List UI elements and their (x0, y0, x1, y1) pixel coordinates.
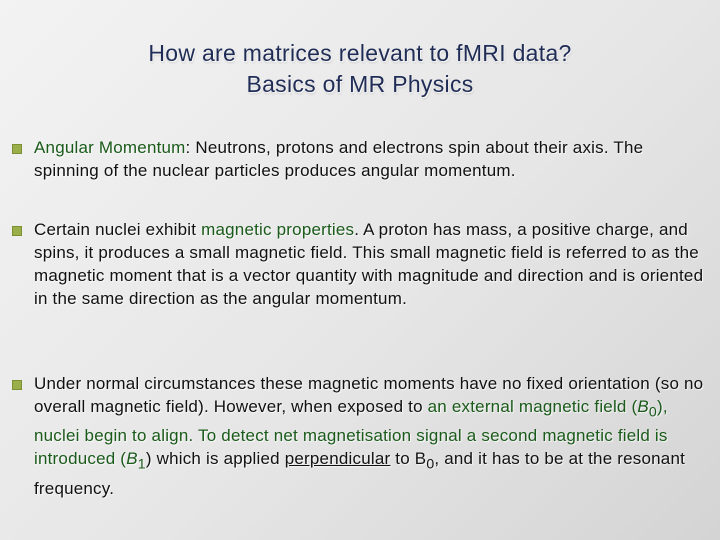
b0-subscript: 0 (648, 404, 657, 421)
term-angular-momentum: Angular Momentum (34, 138, 186, 157)
bullet-text-pre: Certain nuclei exhibit (34, 220, 202, 239)
slide-title (0, 38, 720, 100)
square-bullet-icon (12, 144, 22, 154)
b1-subscript: 1 (137, 456, 146, 473)
square-bullet-icon (12, 226, 22, 236)
bullet-list (12, 136, 712, 498)
bullet-text-pre: Under normal circumstances these magnetic moments have no fixed orientation (so no overall magnetic field). However, when exposed to (34, 374, 704, 416)
b0-symbol: B (637, 397, 649, 416)
term-magnetic-properties: magnetic properties (201, 220, 355, 239)
highlight-text: ), nuclei begin to align (34, 397, 668, 446)
bullet-angular-momentum (12, 136, 712, 182)
square-bullet-icon (12, 380, 22, 390)
title-line-2: Basics of MR Physics (246, 71, 474, 97)
bullet-text-post: to B (390, 449, 427, 469)
bullet-text: : Neutrons, protons and electrons spin about their axis. The spinning of the nuclear particles produces angular momentum. (34, 138, 644, 180)
highlight-text: an external magnetic field ( (427, 397, 638, 416)
b1-symbol: B (126, 449, 138, 469)
term-perpendicular: perpendicular (284, 449, 391, 469)
b0-subscript: 0 (426, 456, 435, 473)
bullet-magnetic-alignment (12, 372, 712, 500)
highlight-text: . To detect net magnetisation signal a second magnetic field is introduced ( (34, 426, 668, 469)
title-line-1: How are matrices relevant to fMRI data? (148, 40, 572, 66)
bullet-magnetic-properties (12, 218, 712, 310)
bullet-text-post: . A proton has mass, a positive charge, and spins, it produces a small magnetic field. This small magnetic field is referred to as the magnetic moment that is a vector quantity with magnitude and direction and is oriented in the same direction as the angular momentum. (34, 220, 704, 308)
bullet-text-mid: ) which is applied (145, 449, 285, 469)
bullet-text-end: , and it has to be at the resonant frequency. (34, 449, 686, 498)
